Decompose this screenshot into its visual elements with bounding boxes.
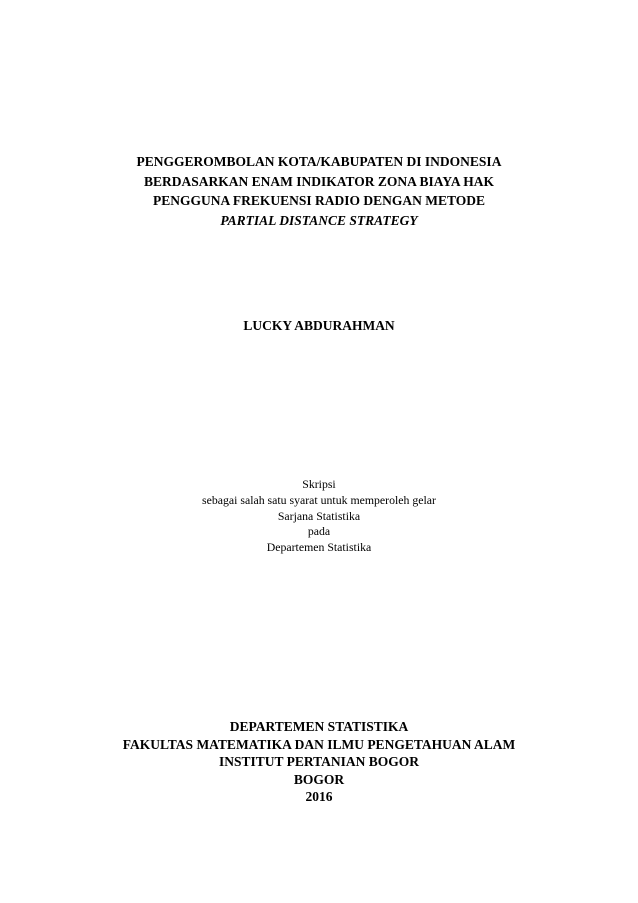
thesis-purpose [0, 477, 638, 556]
purpose-line: Sarjana Statistika [277, 508, 361, 523]
title-line: PENGGEROMBOLAN KOTA/KABUPATEN DI INDONESIA [136, 154, 502, 169]
faculty-name: FAKULTAS MATEMATIKA DAN ILMU PENGETAHUAN ALAM [122, 736, 516, 752]
author-name: LUCKY ABDURAHMAN [243, 318, 395, 333]
title-line: PENGGUNA FREKUENSI RADIO DENGAN METODE [152, 193, 486, 208]
university-name: INSTITUT PERTANIAN BOGOR [218, 754, 420, 770]
title-line-italic: PARTIAL DISTANCE STRATEGY [220, 212, 418, 228]
thesis-title [0, 152, 638, 230]
purpose-line: pada [307, 524, 331, 539]
purpose-line: Skripsi [302, 477, 336, 491]
year: 2016 [305, 789, 333, 805]
institution-block [0, 718, 638, 806]
department-name: DEPARTEMEN STATISTIKA [229, 719, 409, 734]
city-name: BOGOR [293, 771, 345, 787]
purpose-line: Departemen Statistika [266, 540, 372, 555]
purpose-line: sebagai salah satu syarat untuk memperoleh gelar [202, 492, 436, 507]
title-line: BERDASARKAN ENAM INDIKATOR ZONA BIAYA HAK [144, 173, 494, 189]
